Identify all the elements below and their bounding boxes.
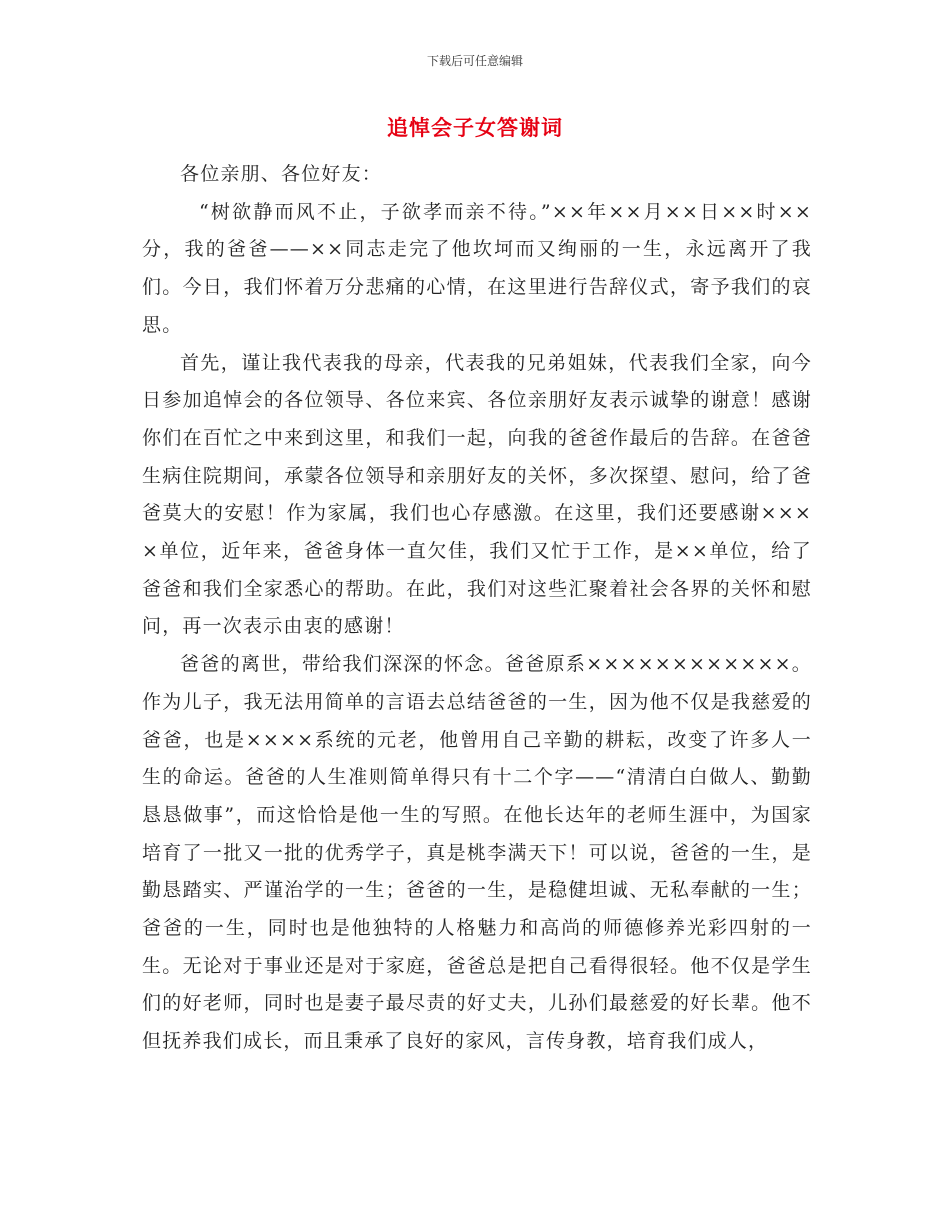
paragraph-2: 首先，谨让我代表我的母亲，代表我的兄弟姐妹，代表我们全家，向今日参加追悼会的各位领导、各位来宾、各位亲朋好友表示诚挚的谢意！感谢你们在百忙之中来到这里，和我们一起，向我的爸爸作最后的告辞。在爸爸生病住院期间，承蒙各位领导和亲朋好友的关怀，多次探望、慰问，给了爸爸莫大的安慰！作为家属，我们也心存感激。在这里，我们还要感谢××××单位，近年来，爸爸身体一直欠佳，我们又忙于工作，是××单位，给了爸爸和我们全家悉心的帮助。在此，我们对这些汇聚着社会各界的关怀和慰问，再一次表示由衷的感谢！ — [142, 351, 812, 638]
header-note: 下载后可任意编辑 — [426, 54, 523, 68]
salutation: 各位亲朋、各位好友： — [180, 163, 383, 185]
paragraph-3: 爸爸的离世，带给我们深深的怀念。爸爸原系××××××××××××。作为儿子，我无法用简单的言语去总结爸爸的一生，因为他不仅是我慈爱的爸爸，也是××××系统的元老，他曾用自己辛勤的耕耘，改变了许多人一生的命运。爸爸的人生准则简单得只有十二个字——“清清白白做人、勤勤恳恳做事”，而这恰恰是他一生的写照。在他长达年的老师生涯中，为国家培育了一批又一批的优秀学子，真是桃李满天下！可以说，爸爸的一生，是勤恳踏实、严谨治学的一生；爸爸的一生，是稳健坦诚、无私奉献的一生；爸爸的一生，同时也是他独特的人格魅力和高尚的师德修养光彩四射的一生。无论对于事业还是对于家庭，爸爸总是把自己看得很轻。他不仅是学生们的好老师，同时也是妻子最尽责的好丈夫，儿孙们最慈爱的好长辈。他不但抚养我们成长，而且秉承了良好的家风，言传身教，培育我们成人， — [142, 653, 812, 1053]
document-title: 追悼会子女答谢词 — [387, 115, 563, 140]
paragraph-1: “树欲静而风不止，子欲孝而亲不待。”××年××月××日××时××分，我的爸爸——××同志走完了他坎坷而又绚丽的一生，永远离开了我们。今日，我们怀着万分悲痛的心情，在这里进行告辞仪式，寄予我们的哀思。 — [142, 200, 812, 336]
document-body — [142, 156, 812, 1061]
